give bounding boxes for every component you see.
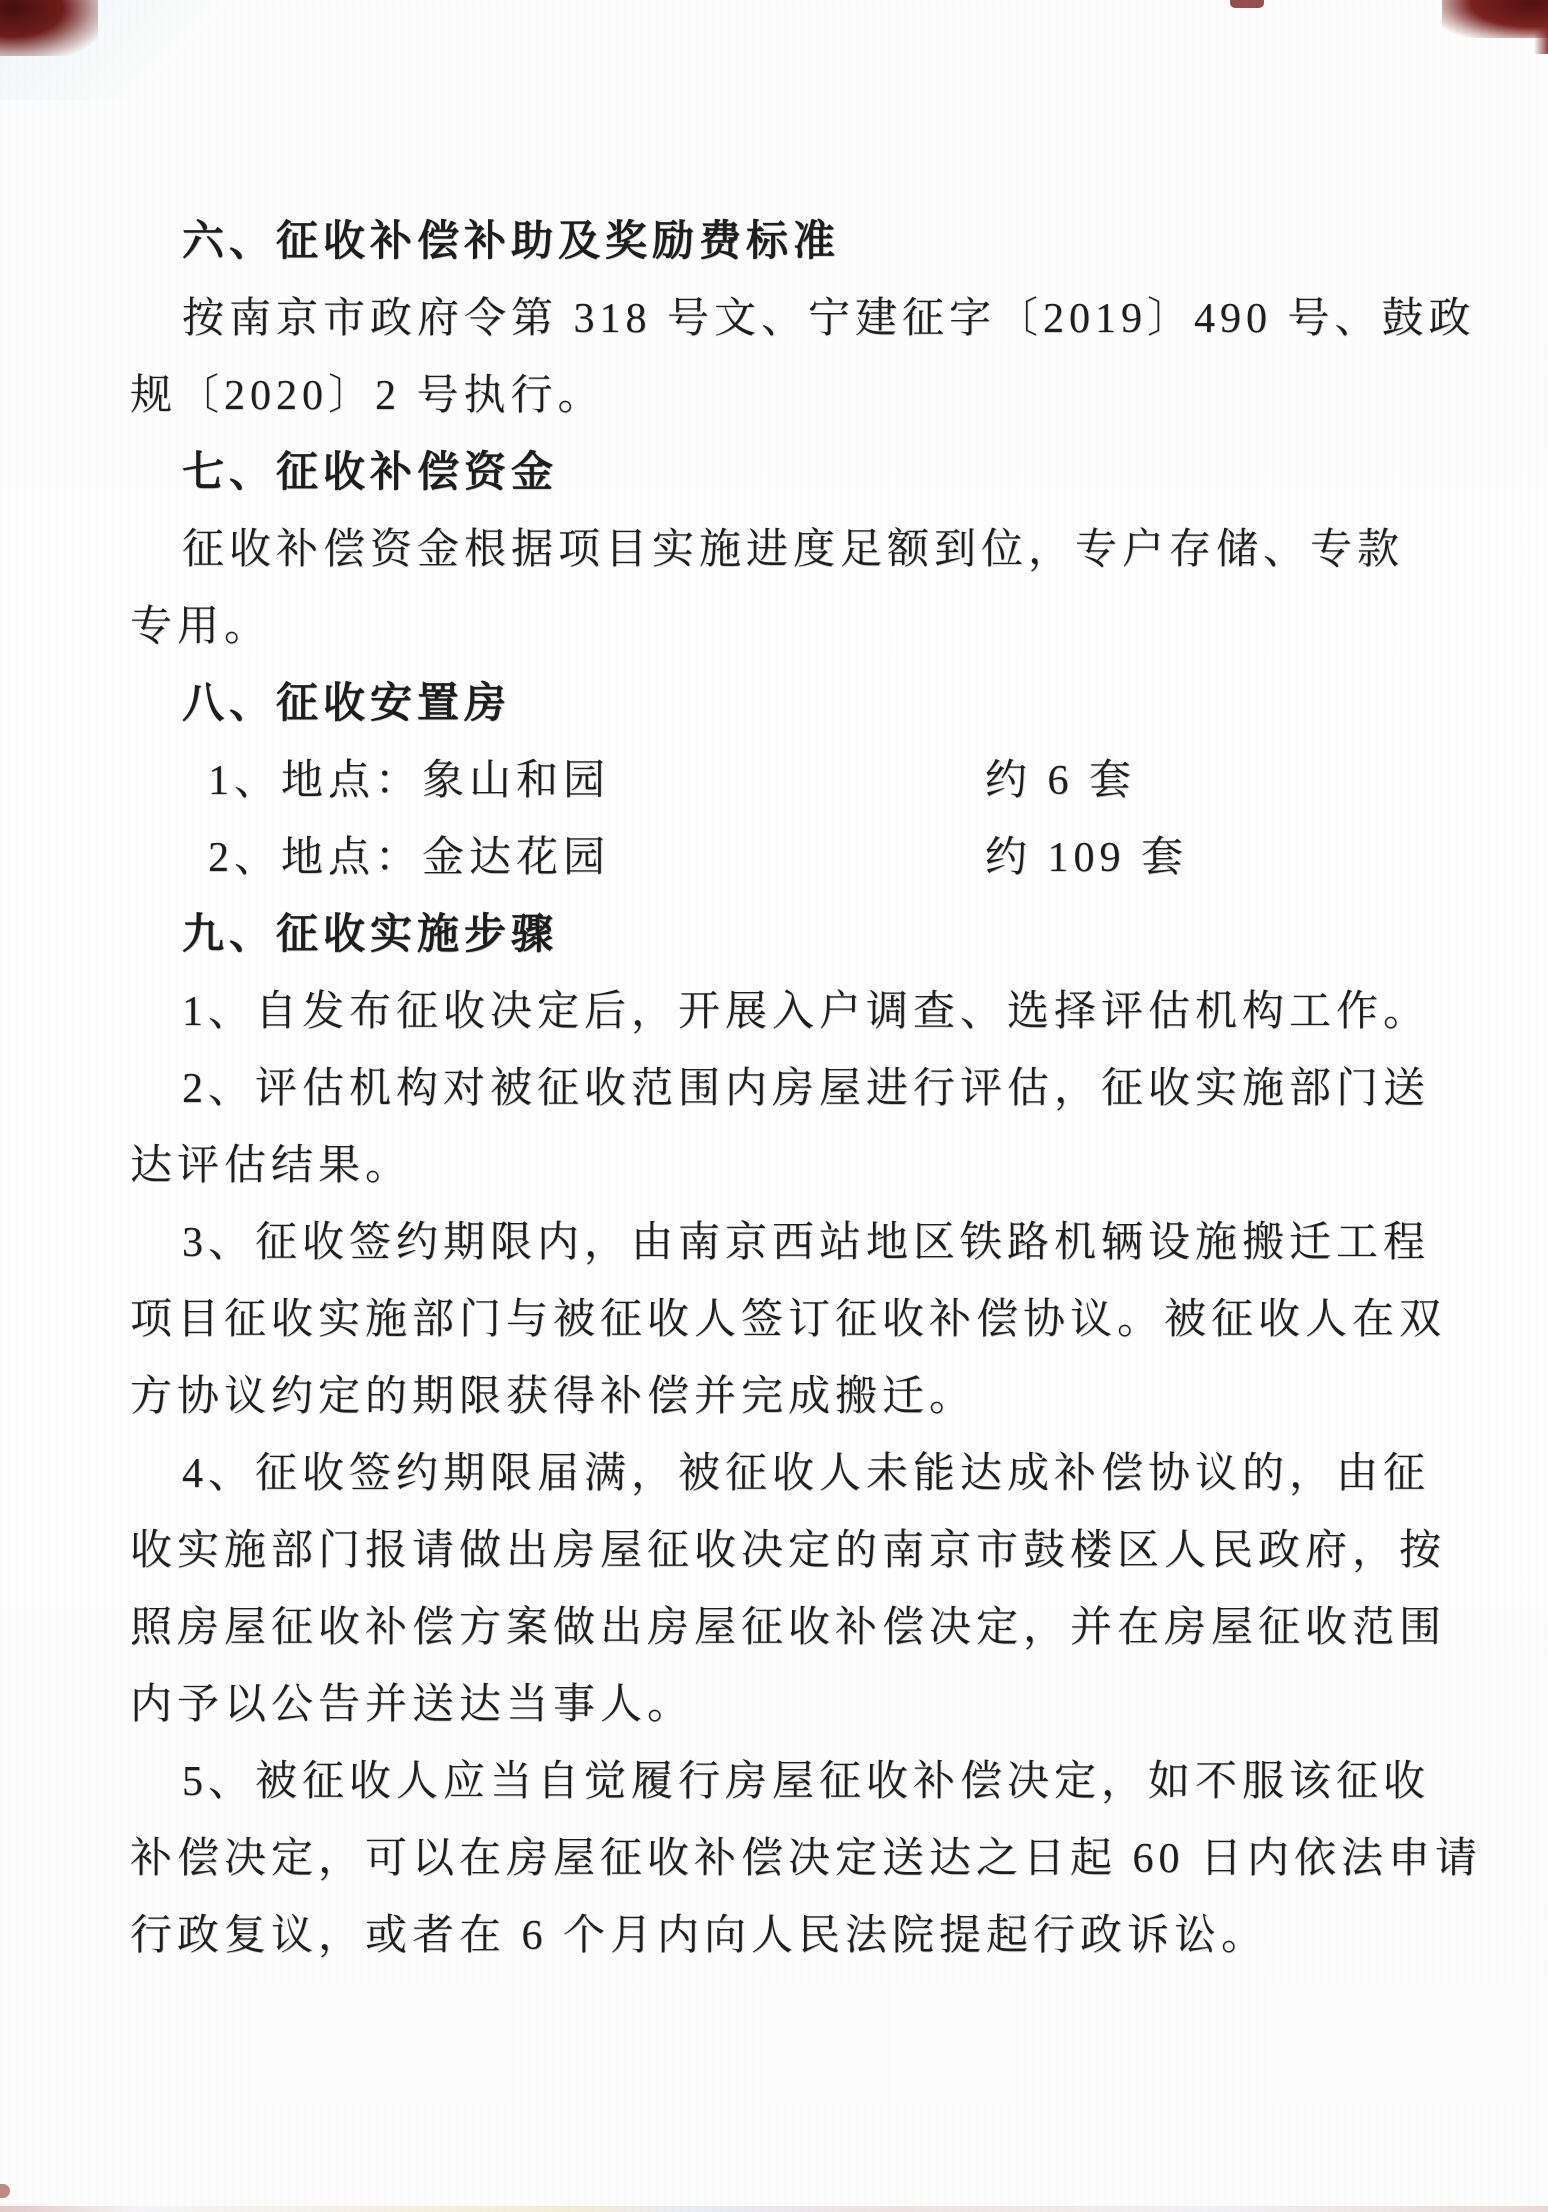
text-line: 3、征收签约期限内，由南京西站地区铁路机辆设施搬迁工程 bbox=[182, 1220, 1431, 1266]
text-line: 5、被征收人应当自觉履行房屋征收补偿决定，如不服该征收 bbox=[182, 1759, 1431, 1805]
housing-location: 2、地点：金达花园 bbox=[208, 835, 611, 881]
text-line: 方协议约定的期限获得补偿并完成搬迁。 bbox=[130, 1374, 977, 1420]
scan-smudge-top-right bbox=[1442, 0, 1548, 38]
text-line: 征收补偿资金根据项目实施进度足额到位，专户存储、专款 bbox=[182, 527, 1405, 573]
text-line: 收实施部门报请做出房屋征收决定的南京市鼓楼区人民政府，按 bbox=[130, 1528, 1447, 1574]
section-heading: 六、征收补偿补助及奖励费标准 bbox=[182, 219, 841, 265]
text-line: 达评估结果。 bbox=[130, 1143, 413, 1189]
text-line: 4、征收签约期限届满，被征收人未能达成补偿协议的，由征 bbox=[182, 1451, 1431, 1497]
document-body bbox=[130, 204, 1483, 1975]
housing-line bbox=[130, 743, 1420, 820]
scan-tint bbox=[0, 0, 260, 100]
text-line: 补偿决定，可以在房屋征收补偿决定送达之日起 60 日内依法申请 bbox=[130, 1836, 1483, 1882]
housing-count: 约 109 套 bbox=[985, 835, 1189, 881]
housing-line bbox=[130, 820, 1420, 897]
text-line: 规〔2020〕2 号执行。 bbox=[130, 373, 605, 419]
section-heading: 八、征收安置房 bbox=[182, 681, 512, 727]
scan-noise-bottom-edge bbox=[0, 2206, 1548, 2212]
scan-dot-bottom-left bbox=[0, 2184, 10, 2198]
text-line: 项目征收实施部门与被征收人签订征收补偿协议。被征收人在双 bbox=[130, 1297, 1447, 1343]
text-line: 按南京市政府令第 318 号文、宁建征字〔2019〕490 号、鼓政 bbox=[182, 296, 1476, 342]
text-line: 1、自发布征收决定后，开展入户调查、选择评估机构工作。 bbox=[182, 989, 1431, 1035]
text-line: 2、评估机构对被征收范围内房屋进行评估，征收实施部门送 bbox=[182, 1066, 1431, 1112]
text-line: 行政复议，或者在 6 个月内向人民法院提起行政诉讼。 bbox=[130, 1913, 1269, 1959]
housing-location: 1、地点：象山和园 bbox=[208, 758, 611, 804]
section-heading: 七、征收补偿资金 bbox=[182, 450, 559, 496]
scan-smudge-right-edge bbox=[1534, 24, 1548, 54]
scan-dash-top-center bbox=[1230, 0, 1264, 8]
section-heading: 九、征收实施步骤 bbox=[182, 912, 559, 958]
text-line: 内予以公告并送达当事人。 bbox=[130, 1682, 695, 1728]
text-line: 专用。 bbox=[130, 604, 272, 650]
scan-smudge-top-left bbox=[0, 0, 98, 56]
text-line: 照房屋征收补偿方案做出房屋征收补偿决定，并在房屋征收范围 bbox=[130, 1605, 1447, 1651]
housing-count: 约 6 套 bbox=[985, 758, 1137, 804]
